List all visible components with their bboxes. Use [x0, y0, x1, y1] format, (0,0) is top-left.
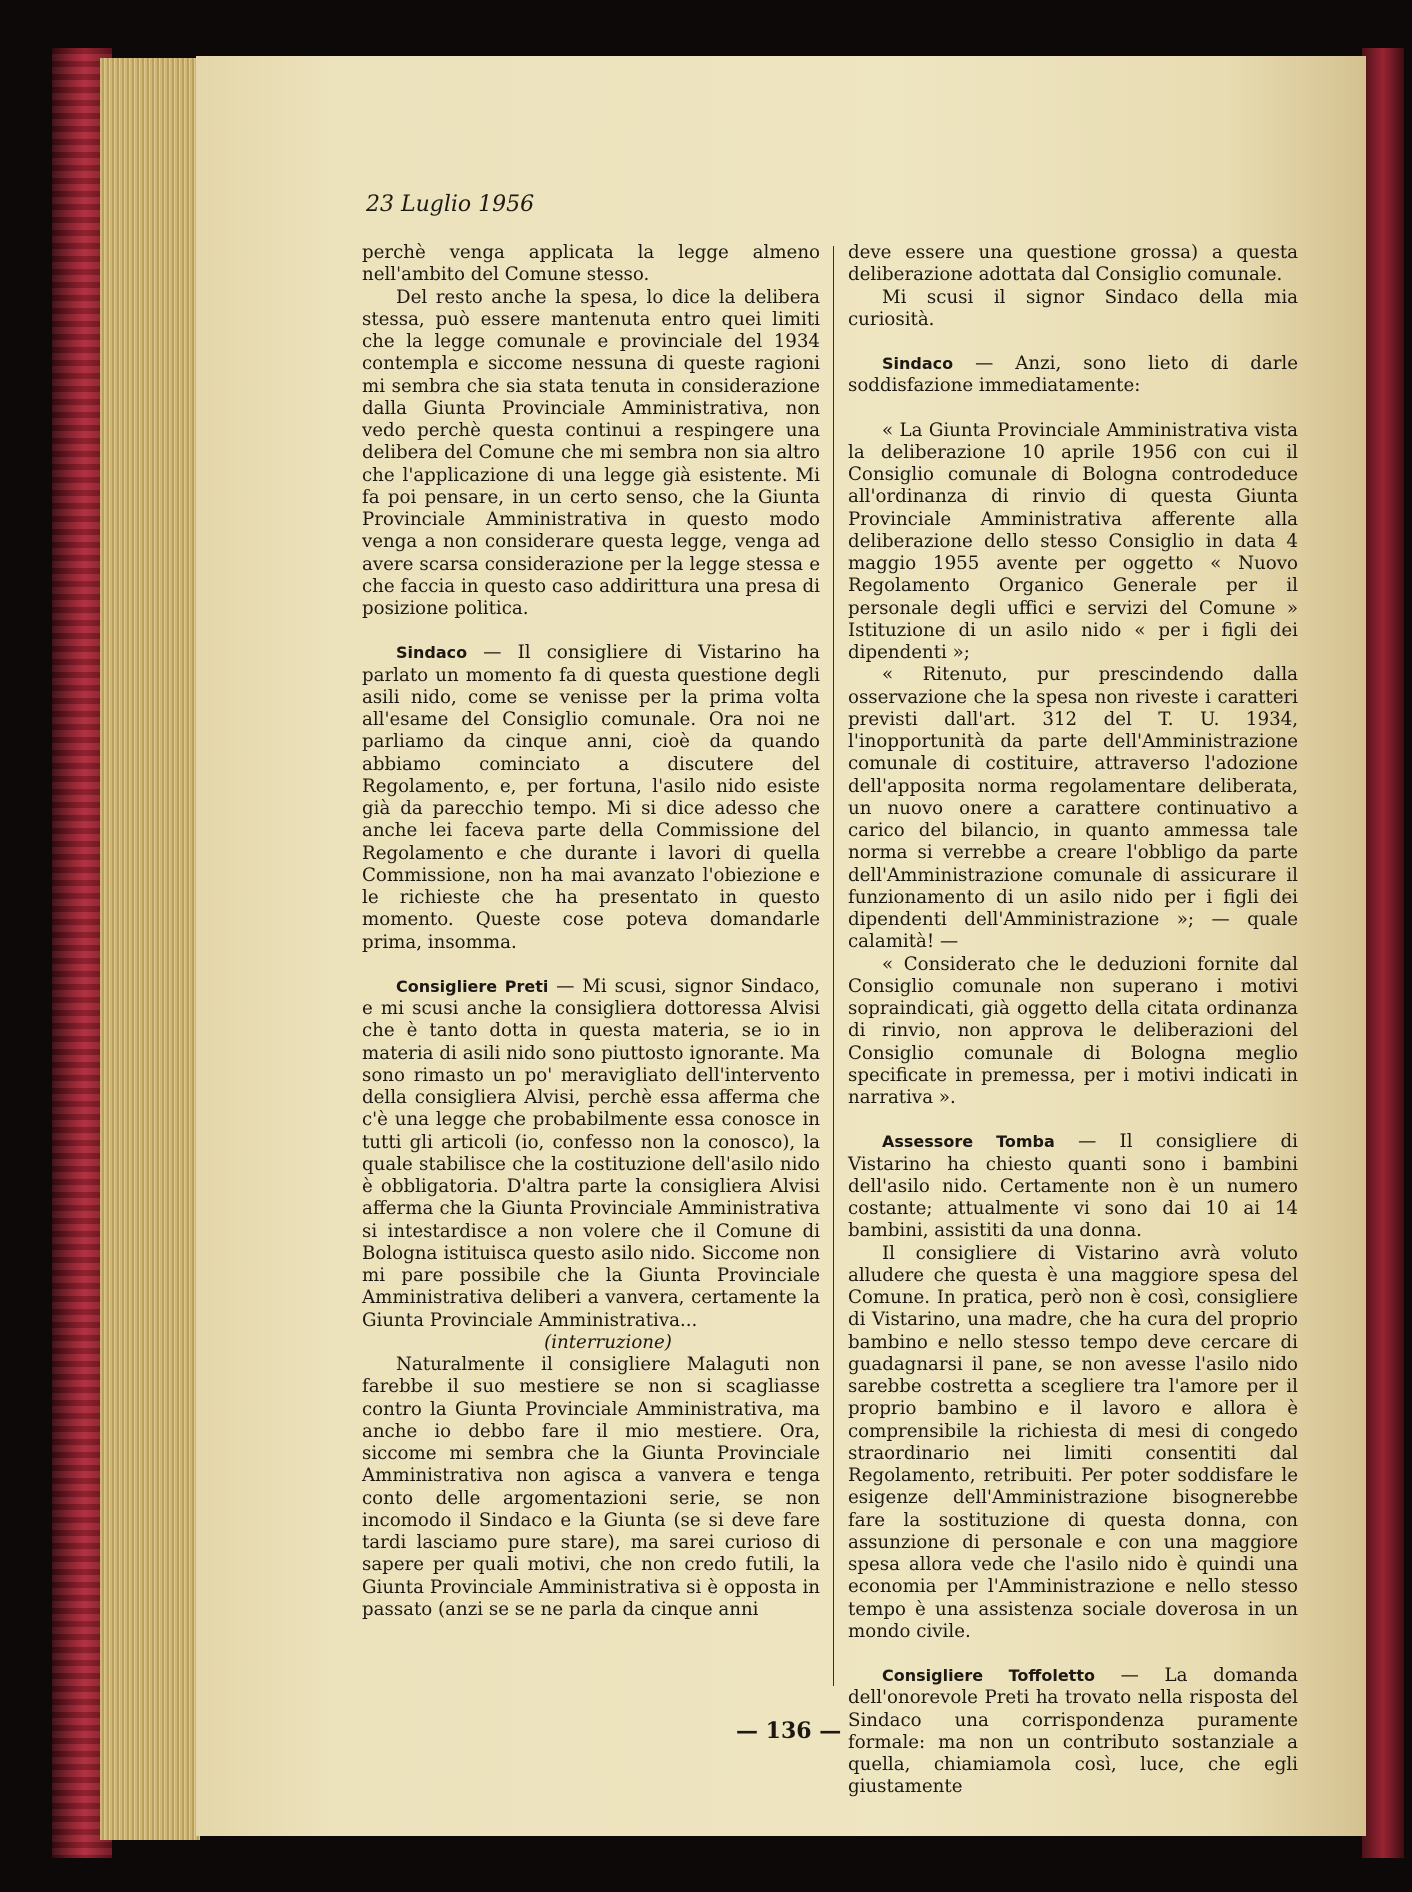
- speech-sindaco: [362, 642, 820, 954]
- page-edges: [100, 58, 200, 1840]
- paragraph: Naturalmente il consigliere Malaguti non farebbe il suo mestiere se non si scagliasse contro la Giunta Provinciale Amministrativa, ma anche io debbo fare il mio mestiere. Ora, siccome mi sembra che la Giunta Provinciale Amministrativa non agisca a vanvera e tenga conto delle argomentazioni serie, se non incomodo il Sindaco e la Giunta (se si deve fare tardi lasciamo pure stare), ma sarei curioso di sapere per quali motivi, che non credo futili, la Giunta Provinciale Amministrativa si è opposta in passato (anzi se se ne parla da cinque anni: [362, 1354, 820, 1620]
- right-column: [848, 242, 1298, 1799]
- document-page: [196, 56, 1366, 1836]
- speaker-label: Consigliere Preti: [396, 976, 549, 996]
- page-number: — 136 —: [736, 1718, 842, 1744]
- speech-tomba: [848, 1131, 1298, 1242]
- paragraph: Il consigliere di Vistarino avrà voluto alludere che questa è una maggiore spesa del Comune. In pratica, però non è così, consigliere di Vistarino, una madre, che ha cura del proprio bambino e nello stesso tempo deve cercare di guadagnarsi il pane, se non avesse l'asilo nido sarebbe costretta a scegliere tra l'amore per il proprio bambino e il lavoro e allora è comprensibile la richiesta di mesi di congedo straordinario nei limiti consentiti dal Regolamento, retribuiti. Per poter soddisfare le esigenze dell'Amministrazione bisognerebbe fare la sostituzione di questa donna, con assunzione di personale e con una maggiore spesa allora vede che l'asilo nido è quindi una economia per l'Amministrazione e nello stesso tempo è una assistenza sociale doverosa in un mondo civile.: [848, 1242, 1298, 1642]
- speaker-label: Consigliere Toffoletto: [882, 1666, 1095, 1685]
- speech-preti: [362, 976, 820, 1332]
- interruption-note: (interruzione): [544, 1331, 672, 1353]
- speaker-label: Assessore Tomba: [882, 1132, 1055, 1152]
- speaker-label: Sindaco: [396, 643, 468, 663]
- speech-text: — La domanda dell'onorevole Preti ha trovato nella risposta del Sindaco una corrispondenza puramente formale: ma non un contributo sostanziale a quella, chiamiamola così, luce, che egli giustamente: [848, 1665, 1299, 1798]
- paragraph: deve essere una questione grossa) a questa deliberazione adottata dal Consiglio comunale.: [848, 242, 1298, 286]
- left-column: [362, 242, 820, 1621]
- quoted-paragraph: « La Giunta Provinciale Amministrativa vista la deliberazione 10 aprile 1956 con cui il Consiglio comunale di Bologna controdeduce all'ordinanza di rinvio di questa Giunta Provinciale Amministrativa afferente alla deliberazione dello stesso Consiglio in data 4 maggio 1955 avente per oggetto « Nuovo Regolamento Organico Generale per il personale degli uffici e servizi del Comune » Istituzione di un asilo nido « per i figli dei dipendenti »;: [848, 419, 1298, 663]
- speech-text: — Anzi, sono lieto di darle soddisfazione immediatamente:: [848, 353, 1298, 397]
- speech-text: — Il consigliere di Vistarino ha chiesto quanti sono i bambini dell'asilo nido. Certamente non è un numero costante; attualmente vi sono dai 10 ai 14 bambini, assistiti da una donna.: [848, 1131, 1298, 1242]
- speaker-label: Sindaco: [882, 354, 954, 373]
- speech-toffoletto: [848, 1665, 1298, 1799]
- page-header-date: 23 Luglio 1956: [366, 192, 535, 217]
- speech-sindaco: [848, 353, 1298, 398]
- quoted-paragraph: « Ritenuto, pur prescindendo dalla osservazione che la spesa non riveste i caratteri previsti dall'art. 312 del T. U. 1934, l'inopportunità da parte dell'Amministrazione comunale di costituire, attraverso l'adozione dell'apposita norma regolamentare deliberata, un nuovo onere a carattere continuativo a carico del bilancio, in quanto ammessa tale norma si verrebbe a creare l'obbligo da parte dell'Amministrazione comunale di assicurare il funzionamento di un asilo nido per i figli dei dipendenti dell'Amministrazione »; — quale calamità! —: [848, 664, 1298, 953]
- column-divider: [833, 246, 834, 1686]
- book-binding-right: [1362, 48, 1404, 1858]
- quoted-paragraph: « Considerato che le deduzioni fornite dal Consiglio comunale non superano i motivi sopraindicati, già oggetto della citata ordinanza di rinvio, non approva le deliberazioni del Consiglio comunale di Bologna meglio specificate in premessa, per i motivi indicati in narrativa ».: [848, 953, 1298, 1108]
- paragraph: Mi scusi il signor Sindaco della mia curiosità.: [848, 286, 1298, 330]
- paragraph: Del resto anche la spesa, lo dice la delibera stessa, può essere mantenuta entro quei limiti che la legge comunale e provinciale del 1934 contempla e siccome nessuna di queste ragioni mi sembra che sia stata tenuta in considerazione dalla Giunta Provinciale Amministrativa, non vedo perchè questa continui a respingere una delibera del Comune che mi sembra non sia altro che l'applicazione di una legge già esistente. Mi fa poi pensare, in un certo senso, che la Giunta Provinciale Amministrativa in questo modo venga a non considerare questa legge, venga ad avere scarsa considerazione per la legge stessa e che faccia in questo caso addirittura una presa di posizione politica.: [362, 286, 820, 619]
- speech-text: — Mi scusi, signor Sindaco, e mi scusi anche la consigliera dottoressa Alvisi che è tanto dotta in questa materia, se io in materia di asili nido sono piuttosto ignorante. Ma sono rimasto un po' meravigliato dell'intervento della consigliera Alvisi, perchè essa afferma che c'è una legge che probabilmente essa conosce in tutti gli articoli (io, confesso non la conosco), la quale stabilisce che la costituzione dell'asilo nido è obbligatoria. D'altra parte la consigliera Alvisi afferma che la Giunta Provinciale Amministrativa si intestardisce a non volere che il Comune di Bologna istituisca questo asilo nido. Siccome non mi pare possibile che la Giunta Provinciale Amministrativa deliberi a vanvera, certamente la Giunta Provinciale Amministrativa...: [362, 975, 820, 1331]
- speech-text: — Il consigliere di Vistarino ha parlato un momento fa di questa questione degli asili nido, come se venisse per la prima volta all'esame del Consiglio comunale. Ora noi ne parliamo da cinque anni, cioè da quando abbiamo cominciato a discutere del Regolamento, e, per fortuna, l'asilo nido esiste già da parecchio tempo. Mi si dice adesso che anche lei faceva parte della Commissione del Regolamento e che durante i lavori di quella Commissione, non ha mai avanzato l'obiezione e le richieste che ha presentato in questo momento. Queste cose poteva domandarle prima, insomma.: [362, 642, 820, 953]
- paragraph: perchè venga applicata la legge almeno nell'ambito del Comune stesso.: [362, 242, 820, 286]
